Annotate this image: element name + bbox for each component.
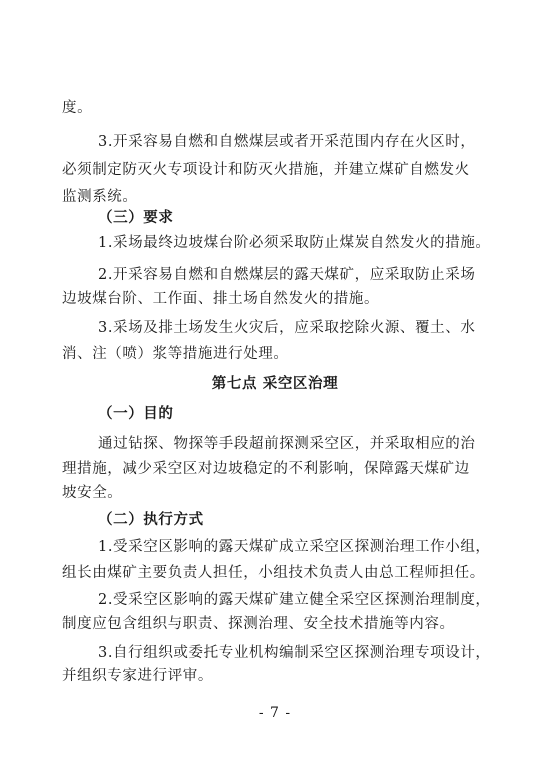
paragraph-line: 1.采场最终边坡煤台阶必须采取防止煤炭自然发火的措施。 xyxy=(98,235,491,251)
paragraph-line: 3.自行组织或委托专业机构编制采空区探测治理专项设计， xyxy=(98,645,491,661)
paragraph-line: 2.受采空区影响的露天煤矿建立健全采空区探测治理制度， xyxy=(98,592,491,608)
paragraph-line: 度。 xyxy=(62,100,93,116)
paragraph-line: 组长由煤矿主要负责人担任，小组技术负责人由总工程师担任。 xyxy=(62,565,485,581)
paragraph-line: 2.开采容易自燃和自燃煤层的露天煤矿，应采取防止采场 xyxy=(98,267,476,283)
paragraph-line: 通过钻探、物探等手段超前探测采空区，并采取相应的治 xyxy=(98,436,476,452)
section-heading: （二）执行方式 xyxy=(98,512,204,528)
section-heading: （一）目的 xyxy=(98,406,174,422)
paragraph-line: 1.受采空区影响的露天煤矿成立采空区探测治理工作小组， xyxy=(98,539,491,555)
paragraph-line: 消、注（喷）浆等措施进行处理。 xyxy=(62,346,289,362)
paragraph-line: 3.采场及排土场发生火灾后，应采取挖除火源、覆土、水 xyxy=(98,320,476,336)
section-heading: （三）要求 xyxy=(98,210,174,226)
paragraph-line: 监测系统。 xyxy=(62,189,138,205)
paragraph-line: 理措施，减少采空区对边坡稳定的不利影响，保障露天煤矿边 xyxy=(62,461,470,477)
paragraph-line: 坡安全。 xyxy=(62,485,123,501)
page-number: - 7 - xyxy=(258,705,292,721)
paragraph-line: 必须制定防灭火专项设计和防灭火措施，并建立煤矿自燃发火 xyxy=(62,162,470,178)
paragraph-line: 3.开采容易自燃和自燃煤层或者开采范围内存在火区时， xyxy=(98,134,476,150)
paragraph-line: 制度应包含组织与职责、探测治理、安全技术措施等内容。 xyxy=(62,616,455,632)
chapter-title: 第七点 采空区治理 xyxy=(211,376,339,392)
paragraph-line: 边坡煤台阶、工作面、排土场自然发火的措施。 xyxy=(62,291,380,307)
paragraph-line: 并组织专家进行评审。 xyxy=(62,668,213,684)
